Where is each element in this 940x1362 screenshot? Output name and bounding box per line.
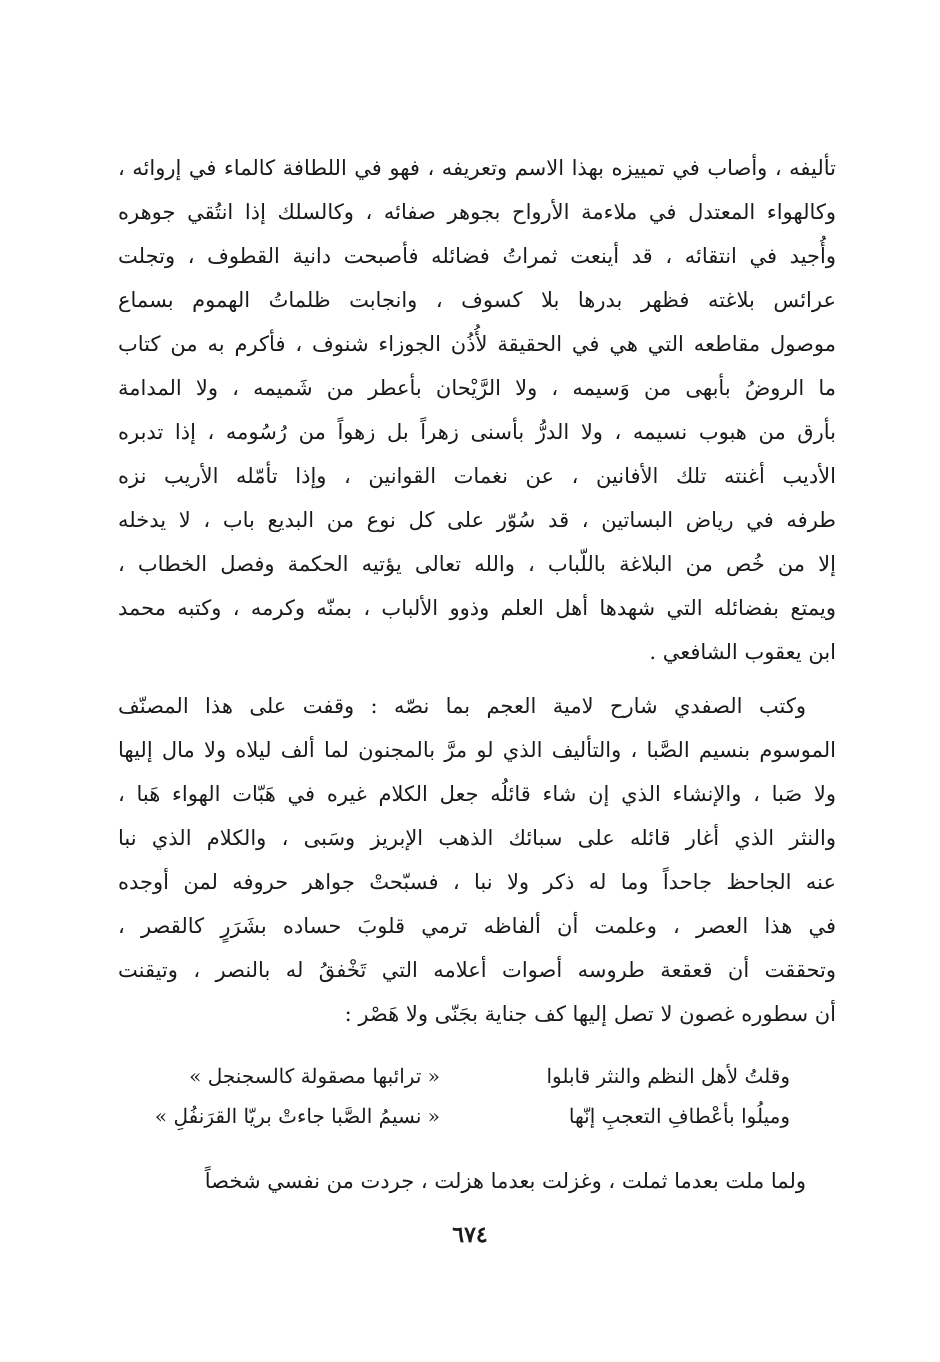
closing-line: ولما ملت بعدما ثملت ، وغزلت بعدما هزلت ، جردت من نفسي شخصاً bbox=[204, 1169, 806, 1193]
text-line: بأرق من هبوب نسيمه ، ولا الدرُّ بأسنى زهراً بل زهواً من رُسُومه ، إذا تدبره bbox=[118, 420, 836, 444]
text-line: موصول مقاطعه التي هي في الحقيقة لأُذُن الجوزاء شنوف ، فأكرم به من كتاب bbox=[118, 332, 836, 356]
text-line: الأديب أغنته تلك الأفانين ، عن نغمات القوانين ، وإذا تأمّله الأريب نزه bbox=[118, 464, 836, 488]
page-number: ٦٧٤ bbox=[452, 1222, 488, 1248]
text-line: ويمتع بفضائله التي شهدها أهل العلم وذوو الألباب ، بمنّه وكرمه ، وكتبه محمد bbox=[118, 596, 836, 620]
text-line: وتحققت أن قعقعة طروسه أصوات أعلامه التي تَخْفقُ له بالنصر ، وتيقنت bbox=[118, 958, 836, 982]
paragraph-2 bbox=[118, 684, 836, 1036]
text-line: أن سطوره غصون لا تصل إليها كف جناية بجَنّى ولا هَصْر : bbox=[344, 1002, 836, 1026]
text-line: ابن يعقوب الشافعي . bbox=[649, 640, 836, 664]
poem-verses bbox=[140, 1056, 790, 1136]
text-line: عرائس بلاغته فظهر بدرها بلا كسوف ، وانجابت ظلماتُ الهموم بسماع bbox=[118, 288, 836, 312]
text-line: وأُجيد في انتقائه ، قد أينعت ثمراتُ فضائله فأصبحت دانية القطوف ، وتجلت bbox=[118, 244, 836, 268]
text-line: طرفه في رياض البساتين ، قد سُوّر على كل نوع من البديع باب ، لا يدخله bbox=[118, 508, 836, 532]
verse-second-hemistich: « نسيمُ الصَّبا جاءتْ بريّا القرَنفُلِ » bbox=[154, 1104, 440, 1128]
verse-first-hemistich: وميلُوا بأعْطافِ التعجبِ إنّها bbox=[568, 1104, 790, 1128]
text-line: إلا من خُص من البلاغة باللّباب ، والله تعالى يؤتيه الحكمة وفصل الخطاب ، bbox=[118, 552, 836, 576]
text-line: ولا صَبا ، والإنشاء الذي إن شاء قائلُه جعل الكلام غيره في هَبّات الهواء هَبا ، bbox=[118, 782, 836, 806]
verse-1 bbox=[140, 1056, 790, 1096]
text-line: الموسوم بنسيم الصَّبا ، والتأليف الذي لو مرَّ بالمجنون لما ألف ليلاه ولا مال إليها bbox=[118, 738, 836, 762]
text-line: تأليفه ، وأصاب في تمييزه بهذا الاسم وتعريفه ، فهو في اللطافة كالماء في إروائه ، bbox=[118, 156, 836, 180]
text-line: وكتب الصفدي شارح لامية العجم بما نصّه : وقفت على هذا المصنّف bbox=[118, 694, 806, 718]
verse-2 bbox=[140, 1096, 790, 1136]
text-line: عنه الجاحظ جاحداً وما له ذكر ولا نبا ، فسبّحتْ جواهر حروفه لمن أوجده bbox=[118, 870, 836, 894]
paragraph-1 bbox=[118, 146, 836, 674]
text-line: في هذا العصر ، وعلمت أن ألفاظه ترمي قلوبَ حساده بشَرَرٍ كالقصر ، bbox=[118, 914, 836, 938]
text-line: والنثر الذي أغار قائله على سبائك الذهب الإبريز وسَبى ، والكلام الذي نبا bbox=[118, 826, 836, 850]
verse-second-hemistich: « ترائبها مصقولة كالسجنجل » bbox=[189, 1064, 440, 1088]
verse-first-hemistich: وقلتُ لأهل النظم والنثر قابلوا bbox=[546, 1064, 790, 1088]
text-line: وكالهواء المعتدل في ملاءمة الأرواح بجوهر صفائه ، وكالسلك إذا انتُقي جوهره bbox=[118, 200, 836, 224]
text-line: ما الروضُ بأبهى من وَسيمه ، ولا الرَّيْحان بأعطر من شَميمه ، ولا المدامة bbox=[118, 376, 836, 400]
